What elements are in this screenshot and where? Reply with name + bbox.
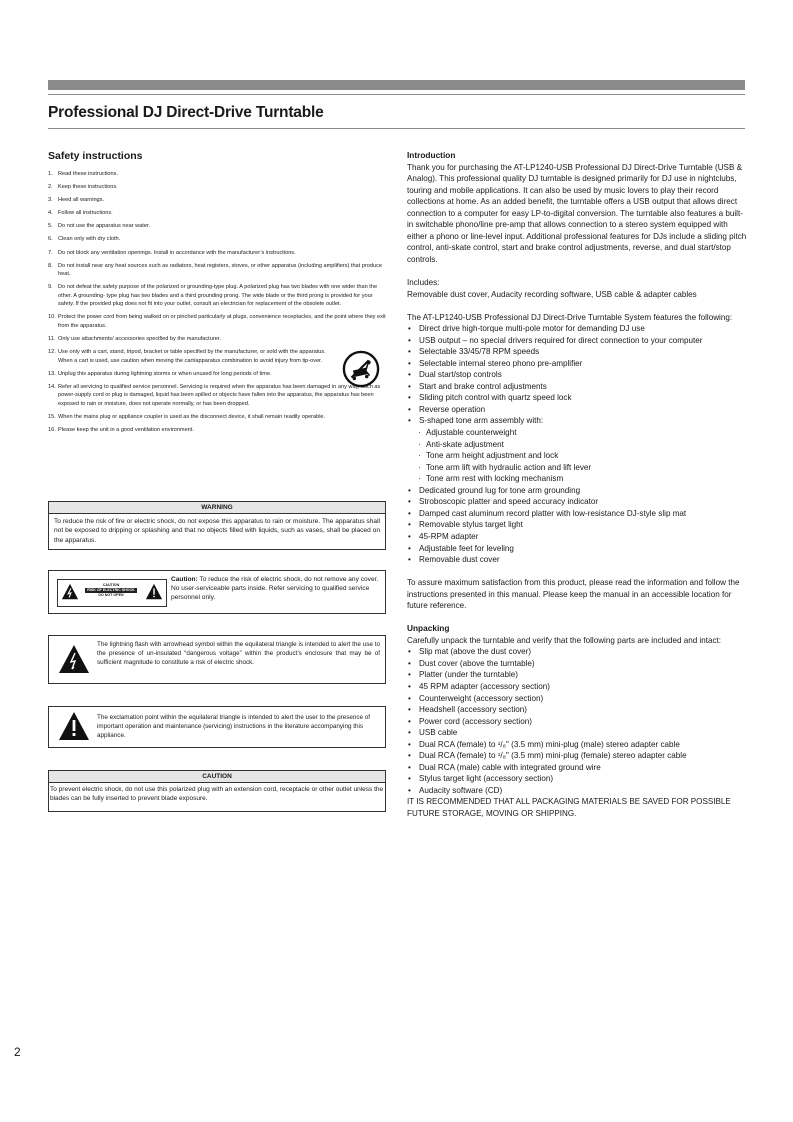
safety-item-text: Protect the power cord from being walked on or pinched particularly at plugs, convenience receptacles, and the point where they exit from the apparatus. (58, 314, 386, 329)
warning-heading: WARNING (49, 502, 385, 514)
features-intro: The AT-LP1240-USB Professional DJ Direct-Drive Turntable System features the following: (407, 312, 733, 322)
safety-item-text: Follow all instructions. (58, 210, 113, 217)
unpacking-heading: Unpacking (407, 623, 450, 634)
caution-label-box (48, 570, 386, 614)
unpacking-item: • Slip mat (above the dust cover) (407, 646, 747, 658)
feature-item: • Dual start/stop controls (407, 369, 747, 381)
unpacking-item: • Audacity software (CD) (407, 785, 747, 797)
safety-item (48, 196, 386, 205)
feature-item: • S-shaped tone arm assembly with: (407, 415, 747, 427)
safety-item-number: 15. (48, 413, 56, 420)
safety-item-text: When the mains plug or appliance coupler is used as the disconnect device, it shall remain readily operable. (58, 413, 326, 420)
feature-item: • Adjustable feet for leveling (407, 543, 747, 555)
feature-item: • Removable stylus target light (407, 519, 747, 531)
safety-item-number: 10. (48, 314, 56, 321)
safety-item-number: 3. (48, 197, 53, 204)
exclamation-triangle-icon (58, 711, 90, 741)
unpacking-item: • Dual RCA (male) cable with integrated ground wire (407, 762, 747, 774)
safety-item-number: 5. (48, 223, 53, 230)
caution-box (48, 770, 386, 812)
feature-item: • USB output – no special drivers required for direct connection to your computer (407, 335, 747, 347)
includes-text: Removable dust cover, Audacity recording software, USB cable & adapter cables (407, 289, 697, 299)
assure-text: To assure maximum satisfaction from this product, please read the information and follow the instructions presented in this manual. Please keep the manual in an accessible location for future reference. (407, 578, 740, 611)
cart-warning-icon (342, 350, 380, 388)
safety-item-number: 1. (48, 171, 53, 177)
safety-item-number: 12. (48, 349, 56, 356)
safety-item-number: 8. (48, 262, 53, 269)
lightning-triangle-icon (58, 644, 90, 674)
feature-item: • Damped cast aluminum record platter with low-resistance DJ-style slip mat (407, 508, 747, 520)
safety-item-text: Please keep the unit in a good ventilation environment. (58, 426, 194, 433)
safety-item-text: Only use attachments/ accessories specified by the manufacturer. (58, 335, 221, 342)
safety-item-number: 11. (48, 335, 56, 342)
safety-item (48, 222, 386, 231)
feature-item: • Removable dust cover (407, 554, 747, 566)
safety-item-text: Unplug this apparatus during lightning storms or when unused for long periods of time. (58, 370, 272, 377)
safety-item (48, 262, 386, 279)
feature-item: • Direct drive high-torque multi-pole motor for demanding DJ use (407, 323, 747, 335)
unpacking-item: • Power cord (accessory section) (407, 716, 747, 728)
safety-item (48, 170, 386, 179)
safety-item-text: Refer all servicing to qualified service personnel. Servicing is required when the apparatus has been damaged in any way, such as power-supply cord or plug is damaged, liquid has been spilled or objects have fallen into the apparatus, the apparatus has been exposed to rain or moisture, does not operate normally, or has been dropped. (58, 383, 381, 407)
caution-label-body: To reduce the risk of electric shock, do not remove any cover. No user-serviceable parts inside. Refer servicing to qualified service personnel only. (171, 576, 379, 602)
tonearm-subitem: · Anti-skate adjustment (407, 439, 747, 451)
feature-item: • Reverse operation (407, 404, 747, 416)
exclamation-symbol-box (48, 706, 386, 748)
safety-item (48, 426, 386, 435)
safety-item-text: Read these instructions. (58, 171, 119, 177)
header-rule (48, 94, 745, 95)
unpacking-item: • USB cable (407, 727, 747, 739)
feature-item: • Start and brake control adjustments (407, 381, 747, 393)
intro-heading: Introduction (407, 150, 456, 160)
caution-label-text (82, 583, 140, 598)
safety-item (48, 335, 386, 344)
feature-item: • Dedicated ground lug for tone arm grounding (407, 485, 747, 497)
caution-label (57, 579, 167, 607)
unpacking-item: • Dual RCA (female) to ¹/₈" (3.5 mm) mini-plug (male) stereo adapter cable (407, 739, 747, 751)
caution-label-description (171, 575, 379, 603)
caution-heading: CAUTION (49, 771, 385, 783)
tonearm-sublist-wrap (407, 427, 747, 485)
exclamation-text: The exclamation point within the equilateral triangle is intended to alert the user to the presence of important operation and maintenance (servicing) instructions in the literature accompanying this appliance. (97, 714, 371, 739)
safety-item (48, 209, 386, 218)
intro-column (407, 150, 747, 820)
warning-text: To reduce the risk of fire or electric shock, do not expose this apparatus to rain or moisture. The apparatus shall not be exposed to dripping or splashing and that no objects filled with liquids, such as vases, shall be placed on the apparatus. (54, 518, 380, 544)
caution-lead: Caution: (171, 576, 198, 583)
safety-item-number: 9. (48, 284, 53, 291)
safety-item-number: 14. (48, 383, 56, 390)
safety-list (48, 170, 386, 434)
feature-item: • Sliding pitch control with quartz speed lock (407, 392, 747, 404)
unpacking-item: • Platter (under the turntable) (407, 669, 747, 681)
unpacking-item: • Headshell (accessory section) (407, 704, 747, 716)
intro-text: Thank you for purchasing the AT-LP1240-USB Professional DJ Direct-Drive Turntable (USB & Analog). This professional quality DJ turntable is designed primarily for DJ use in nightclubs, touring and mobile applications. It can also be used by music lovers to play their record collections at home. As an added benefit, the turntable offers a USB output that allows direct connection to a computer for easy LP-to-digital conversion. The turntable also features a built-in switchable phono/line pre-amp that allows connection to a stereo system equipped with either a phono or line-level input. Additional professional features for DJs include a sliding pitch control, anti-skate control, start and brake control adjustments, reverse, and dual start/stop controls. (407, 162, 747, 264)
unpacking-item: • 45 RPM adapter (accessory section) (407, 681, 747, 693)
caution-label-line1: CAUTION (102, 583, 120, 587)
unpacking-item: • Dust cover (above the turntable) (407, 658, 747, 670)
safety-item (48, 313, 386, 330)
safety-item-number: 13. (48, 370, 56, 377)
caution-label-line2: RISK OF ELECTRIC SHOCK (87, 588, 135, 592)
lightning-triangle-icon (61, 583, 79, 601)
safety-item-text: Do not install near any heat sources such as radiators, heat registers, stoves, or other apparatus (including amplifiers) that produce heat. (58, 262, 382, 278)
unpacking-item: • Stylus target light (accessory section) (407, 773, 747, 785)
safety-item (48, 183, 386, 192)
safety-item (48, 413, 386, 422)
safety-item-text: Do not block any ventilation openings. Install in accordance with the manufacturer’s instructions. (58, 249, 296, 256)
lightning-text: The lightning flash with arrowhead symbol within the equilateral triangle is intended to alert the use to the presence of un-insulated “dangerous voltage” within the product’s enclosure that may be of sufficient magnitude to constitute a risk of electric shock. (97, 641, 380, 666)
tonearm-subitem: · Tone arm lift with hydraulic action and lift lever (407, 462, 747, 474)
safety-item-text: Do not defeat the safety purpose of the polarized or grounding-type plug. A polarized plug has two blades with one wider than the other. A grounding- type plug has two blades and a third grounding prong. The wide blade or the third prong is provided for your safety. If the provided plug does not fit into your outlet, consult an electrician for replacement of the obsolete outlet. (58, 284, 378, 308)
unpacking-list (407, 646, 747, 796)
caution-text: To prevent electric shock, do not use this polarized plug with an extension cord, receptacle or other outlet unless the blades can be fully inserted to prevent blade exposure. (50, 786, 384, 803)
lightning-symbol-box (48, 635, 386, 684)
feature-item: • 45-RPM adapter (407, 531, 747, 543)
features-list (407, 323, 747, 565)
safety-item (48, 370, 386, 379)
page-number: 2 (14, 1045, 21, 1059)
safety-item-text: Keep these instructions. (58, 184, 118, 191)
unpacking-item: • Counterweight (accessory section) (407, 693, 747, 705)
unpacking-text: Carefully unpack the turntable and verify that the following parts are included and intact: (407, 635, 722, 645)
safety-item-text: Do not use the apparatus near water. (58, 223, 151, 230)
tonearm-subitem: · Tone arm rest with locking mechanism (407, 473, 747, 485)
safety-item (48, 383, 386, 409)
caution-label-line3: DO NOT OPEN (98, 593, 124, 597)
includes-label: Includes: (407, 277, 440, 287)
page-title: Professional DJ Direct-Drive Turntable (48, 104, 324, 121)
safety-item-number: 2. (48, 184, 53, 191)
feature-item: • Stroboscopic platter and speed accuracy indicator (407, 496, 747, 508)
title-rule (48, 128, 745, 129)
safety-item (48, 283, 386, 309)
safety-item-text: Clean only with dry cloth. (58, 236, 121, 243)
warning-box (48, 501, 386, 550)
safety-item (48, 348, 386, 365)
tonearm-subitem: · Adjustable counterweight (407, 427, 747, 439)
safety-item-text: Heed all warnings. (58, 197, 105, 204)
safety-section (48, 150, 386, 439)
feature-item: • Selectable internal stereo phono pre-amplifier (407, 358, 747, 370)
tonearm-sublist (407, 427, 747, 485)
unpacking-item: • Dual RCA (female) to ¹/₈" (3.5 mm) mini-plug (female) stereo adapter cable (407, 750, 747, 762)
safety-item-number: 4. (48, 210, 53, 217)
header-bar (48, 80, 745, 90)
safety-item-number: 6. (48, 236, 53, 243)
exclamation-triangle-icon (145, 583, 163, 601)
safety-item-text: Use only with a cart, stand, tripod, bracket or table specified by the manufacturer, or sold with the apparatus. When a cart is used, use caution when moving the cart/apparatus combination to avoid injury from tip-over. (58, 349, 326, 364)
safety-item (48, 235, 386, 244)
safety-item-number: 7. (48, 249, 53, 256)
feature-item: • Selectable 33/45/78 RPM speeds (407, 346, 747, 358)
safety-item-number: 16. (48, 426, 56, 433)
safety-heading: Safety instructions (48, 150, 143, 162)
tonearm-subitem: · Tone arm height adjustment and lock (407, 450, 747, 462)
safety-item (48, 249, 386, 258)
unpacking-footer: IT IS RECOMMENDED THAT ALL PACKAGING MATERIALS BE SAVED FOR POSSIBLE FUTURE STORAGE, MOVING OR SHIPPING. (407, 797, 731, 818)
